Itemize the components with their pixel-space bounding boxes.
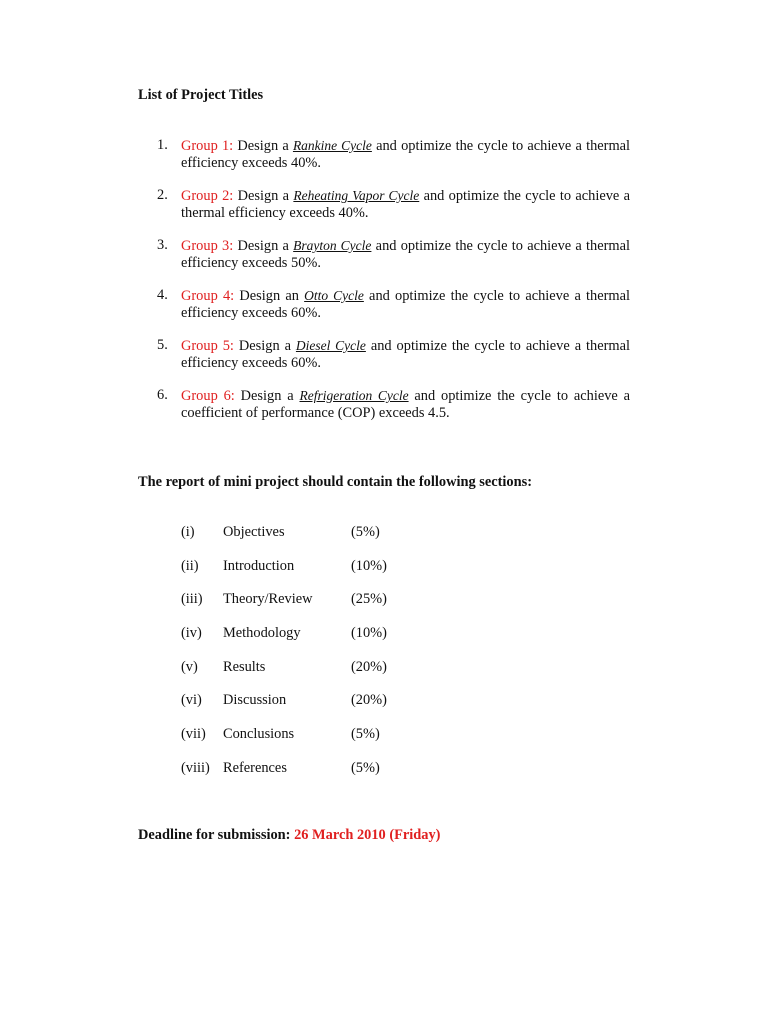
section-title: Introduction (223, 557, 295, 574)
section-weight: (20%) (351, 658, 387, 675)
section-weight: (10%) (351, 557, 387, 574)
project-text-post: and optimize the cycle to achieve a thermal efficiency exceeds 40%. (181, 138, 631, 171)
report-sections-heading: The report of mini project should contain the following sections: (138, 474, 533, 490)
section-number: (viii) (181, 759, 210, 776)
project-description (181, 287, 630, 322)
project-number: 3. (157, 237, 168, 253)
project-description (181, 387, 630, 422)
section-weight: (5%) (351, 524, 380, 540)
project-text-pre: Design an (234, 288, 305, 304)
project-item (157, 237, 630, 287)
project-item (157, 287, 630, 337)
section-title: Conclusions (223, 726, 295, 743)
project-description (181, 237, 630, 272)
project-description (181, 337, 630, 372)
project-text-post: and optimize the cycle to achieve a thermal efficiency exceeds 60%. (181, 288, 631, 321)
project-number: 4. (157, 287, 168, 303)
group-label: Group 3: (181, 238, 234, 254)
group-label: Group 2: (181, 188, 234, 204)
deadline-date: 26 March 2010 (Friday) (294, 827, 441, 843)
cycle-name: Brayton Cycle (293, 238, 372, 253)
project-titles-heading: List of Project Titles (138, 87, 264, 103)
project-number: 6. (157, 387, 168, 403)
cycle-name: Reheating Vapor Cycle (293, 188, 420, 203)
section-number: (i) (181, 524, 195, 540)
section-title: Methodology (223, 625, 301, 642)
project-number: 1. (157, 137, 168, 153)
group-label: Group 1: (181, 138, 234, 154)
section-number: (iv) (181, 625, 202, 642)
section-row (181, 558, 441, 592)
section-title: Objectives (223, 524, 285, 540)
deadline-label: Deadline for submission: (138, 827, 295, 843)
project-text-post: and optimize the cycle to achieve a thermal efficiency exceeds 60%. (181, 338, 630, 371)
project-text-pre: Design a (233, 138, 293, 154)
section-weight: (25%) (351, 591, 387, 608)
project-number: 5. (157, 337, 168, 353)
section-number: (iii) (181, 591, 203, 608)
section-row (181, 760, 441, 794)
report-sections-list (181, 524, 441, 794)
section-row (181, 692, 441, 726)
section-title: Discussion (223, 692, 287, 709)
cycle-name: Diesel Cycle (295, 338, 366, 353)
section-title: Theory/Review (223, 591, 313, 608)
project-text-post: and optimize the cycle to achieve a thermal efficiency exceeds 50%. (181, 238, 631, 271)
section-weight: (5%) (351, 726, 380, 743)
group-label: Group 5: (181, 338, 234, 354)
cycle-name: Otto Cycle (304, 288, 364, 303)
project-list (157, 137, 630, 437)
cycle-name: Rankine Cycle (292, 138, 372, 153)
section-title: Results (223, 658, 266, 675)
project-text-pre: Design a (233, 238, 294, 254)
section-weight: (10%) (351, 625, 387, 642)
section-number: (ii) (181, 557, 199, 574)
project-number: 2. (157, 187, 168, 203)
group-label: Group 6: (181, 388, 235, 404)
section-number: (vi) (181, 692, 202, 709)
project-text-pre: Design a (233, 188, 294, 204)
section-row (181, 659, 441, 693)
section-weight: (5%) (351, 759, 380, 776)
deadline-line (138, 827, 440, 844)
section-row (181, 524, 441, 558)
project-description (181, 137, 630, 172)
project-text-pre: Design a (233, 338, 296, 354)
section-title: References (223, 759, 287, 776)
project-item (157, 187, 630, 237)
section-row (181, 591, 441, 625)
project-text-pre: Design a (234, 388, 300, 404)
section-row (181, 726, 441, 760)
section-row (181, 625, 441, 659)
section-number: (vii) (181, 726, 206, 743)
group-label: Group 4: (181, 288, 235, 304)
project-description (181, 187, 630, 222)
cycle-name: Refrigeration Cycle (299, 388, 409, 403)
project-text-post: and optimize the cycle to achieve a coefficient of performance (COP) exceeds 4.5. (181, 388, 631, 421)
project-text-post: and optimize the cycle to achieve a thermal efficiency exceeds 40%. (181, 188, 631, 221)
project-item (157, 137, 630, 187)
project-item (157, 337, 630, 387)
project-item (157, 387, 630, 437)
section-number: (v) (181, 658, 198, 675)
section-weight: (20%) (351, 692, 387, 709)
